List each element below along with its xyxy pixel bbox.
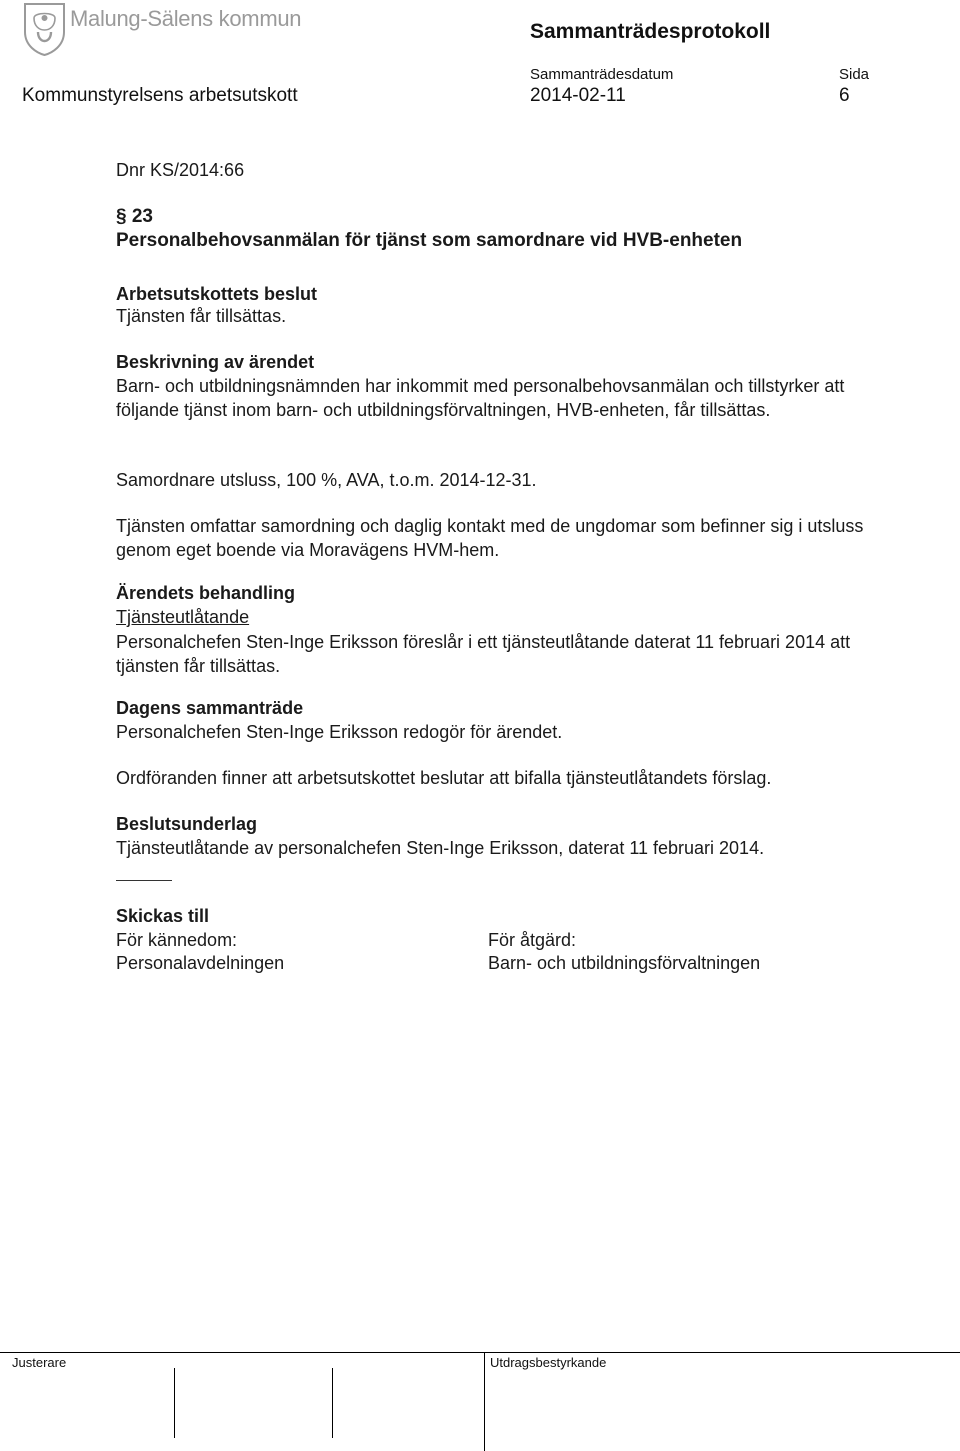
meeting-date-label: Sammanträdesdatum [530, 66, 674, 83]
action-recipient: Barn- och utbildningsförvaltningen [488, 953, 761, 973]
meeting-paragraph-1: Personalchefen Sten-Inge Eriksson redogör för ärendet. [116, 722, 563, 742]
description-heading: Beskrivning av ärendet [116, 352, 315, 372]
document-type: Sammanträdesprotokoll [530, 20, 771, 43]
case-title: Personalbehovsanmälan för tjänst som samordnare vid HVB-enheten [116, 230, 743, 251]
meeting-heading: Dagens sammanträde [116, 698, 304, 718]
case-number: Dnr KS/2014:66 [116, 160, 245, 180]
info-label: För kännedom: [116, 930, 238, 950]
decision-text: Tjänsten får tillsättas. [116, 306, 287, 326]
certification-label: Utdragsbestyrkande [490, 1355, 607, 1370]
handling-heading: Ärendets behandling [116, 583, 296, 603]
page-number: 6 [839, 85, 850, 106]
signature-divider [332, 1368, 333, 1438]
meeting-paragraph-2: Ordföranden finner att arbetsutskottet beslutar att bifalla tjänsteutlåtandets förslag. [116, 768, 772, 788]
description-paragraph-1: Barn- och utbildningsnämnden har inkommit med personalbehovsanmälan och tillstyrker att följande tjänst inom barn- och utbildningsförvaltningen, HVB-enheten, får tillsättas. [116, 376, 845, 420]
signature-divider [484, 1352, 485, 1451]
separator-line [116, 880, 172, 881]
meeting-date: 2014-02-11 [530, 85, 626, 106]
description-paragraph-3: Tjänsten omfattar samordning och daglig kontakt med de ungdomar som befinner sig i utsluss genom eget boende via Moravägens HVM-hem. [116, 516, 864, 560]
send-to-heading: Skickas till [116, 906, 210, 926]
decision-heading: Arbetsutskottets beslut [116, 284, 318, 304]
coat-of-arms-icon [25, 4, 64, 55]
basis-text: Tjänsteutlåtande av personalchefen Sten-Inge Eriksson, daterat 11 februari 2014. [116, 838, 765, 858]
info-recipient: Personalavdelningen [116, 953, 285, 973]
footer-line [0, 1352, 960, 1353]
adjusters-label: Justerare [12, 1355, 67, 1370]
municipality-name: Malung-Sälens kommun [70, 6, 302, 31]
committee-name: Kommunstyrelsens arbetsutskott [22, 85, 298, 106]
action-label: För åtgärd: [488, 930, 577, 950]
handling-text: Personalchefen Sten-Inge Eriksson föreslår i ett tjänsteutlåtande daterat 11 februari 2014 att tjänsten får tillsättas. [116, 632, 851, 676]
basis-heading: Beslutsunderlag [116, 814, 258, 834]
signature-divider [174, 1368, 175, 1438]
description-paragraph-2: Samordnare utsluss, 100 %, AVA, t.o.m. 2014-12-31. [116, 470, 537, 490]
page-label: Sida [839, 66, 870, 83]
section-number: § 23 [116, 206, 153, 227]
handling-subheading: Tjänsteutlåtande [116, 607, 250, 627]
